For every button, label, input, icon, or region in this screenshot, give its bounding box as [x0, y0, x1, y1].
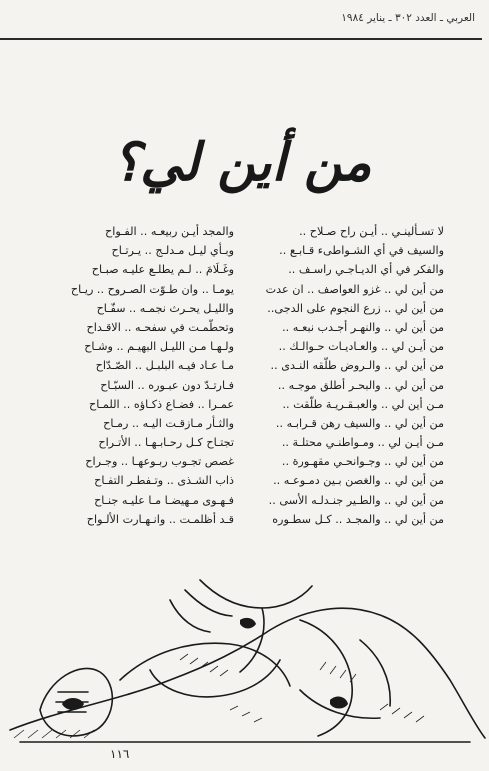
- verse-second-hemistich: والمجد أيـن ربيعـه .. الفـواح: [105, 225, 234, 238]
- header-divider: [0, 38, 482, 40]
- verse-first-hemistich: لا تسـألينـي .. أيـن راح صـلاح ..: [299, 225, 444, 238]
- verse-first-hemistich: مـن أين لي .. والعبـقـريـة طلّقت ..: [282, 397, 444, 411]
- verse-first-hemistich: من أين لي .. والطـير جنـدلـه الأسى ..: [268, 493, 444, 507]
- verse-first-hemistich: من أين لي .. غزو العواصف .. ان عدت: [265, 282, 444, 296]
- poem-verse: [46, 318, 444, 337]
- poem-body: [46, 222, 444, 529]
- verse-second-hemistich: والثـأر مـازقـت اليـه .. رمـاح: [103, 416, 234, 430]
- verse-first-hemistich: من أيـن لي .. والعـاديـات حـوالـك ..: [278, 340, 444, 354]
- poem-verse: [46, 414, 444, 433]
- poem-title: من أين لي؟: [112, 132, 372, 193]
- verse-first-hemistich: من أين لي .. والـروض طلّقه النـدى ..: [270, 359, 444, 373]
- poem-verse: [46, 510, 444, 529]
- poem-verse: [46, 337, 444, 356]
- verse-second-hemistich: وبـأي ليـل مـدلـج .. يـرتـاح: [111, 244, 234, 258]
- verse-first-hemistich: والفكر في أي الديـاجـي راسـف ..: [288, 263, 444, 277]
- verse-second-hemistich: وتحطّمـت في سفحـه .. الاقـداح: [86, 320, 234, 334]
- verse-second-hemistich: غصص تجـوب ربـوعهـا .. وجـراح: [85, 455, 234, 469]
- poem-verse: [46, 433, 444, 452]
- verse-first-hemistich: من أين لي .. والنهـر أجـدب نبعـه ..: [282, 320, 444, 334]
- verse-first-hemistich: من أين لي .. والمجـد .. كـل سطـوره: [272, 512, 444, 526]
- poem-verse: [46, 376, 444, 395]
- verse-second-hemistich: قـد أظلمـت .. وانـهـارت الألـواح: [86, 512, 234, 526]
- verse-first-hemistich: من أين لي .. زرع النجوم على الدجى..: [267, 301, 444, 315]
- poem-verse: [46, 471, 444, 490]
- poem-verse: [46, 299, 444, 318]
- verse-second-hemistich: ذاب الشـذى .. وتـفطـر التفـاح: [94, 474, 234, 488]
- verse-first-hemistich: مـن أيـن لي .. ومـواطنـي محتلـة ..: [281, 436, 444, 450]
- verse-second-hemistich: والليـل يحـرث نجمـه .. سفّـاح: [96, 301, 234, 315]
- verse-second-hemistich: يومـا .. وان طـوّت الصـروح .. ريـاح: [70, 282, 234, 296]
- poem-verse: [46, 241, 444, 260]
- verse-first-hemistich: والسيف في أي الشـواطىء قـابـع ..: [279, 244, 444, 258]
- poem-verse: [46, 222, 444, 241]
- verse-second-hemistich: عمـرا .. فضـاع ذكـاؤه .. اللمـاح: [89, 397, 234, 411]
- poem-verse: [46, 491, 444, 510]
- verse-second-hemistich: تجتـاح كـل رحـابـهـا .. الأتـراح: [98, 436, 234, 450]
- poem-verse: [46, 395, 444, 414]
- poem-verse: [46, 452, 444, 471]
- fallen-warrior-illustration: [0, 560, 489, 750]
- verse-first-hemistich: من أين لي .. والسيف رهن قـرابـه ..: [275, 416, 444, 430]
- verse-second-hemistich: فـهـوى مـهيضـا مـا عليـه جنـاح: [94, 493, 234, 507]
- poem-verse: [46, 356, 444, 375]
- poem-verse: [46, 260, 444, 279]
- running-title: العربي ـ العدد ٣٠٢ ـ يناير ١٩٨٤: [341, 12, 475, 24]
- verse-first-hemistich: من أين لي .. والغصن بـين دمـوعـه ..: [273, 474, 444, 488]
- verse-first-hemistich: من أين لي .. والبحـر أطلق موجـه ..: [277, 378, 444, 392]
- running-header: [18, 12, 475, 24]
- page-number: ١١٦: [110, 747, 130, 761]
- verse-second-hemistich: ولـهـا مـن الليـل البهيـم .. وشـاح: [84, 340, 234, 354]
- poem-verse: [46, 280, 444, 299]
- verse-second-hemistich: وغَـلَامَ .. لـم يطلـع عليـه صبـاح: [91, 263, 234, 277]
- verse-second-hemistich: مـا عـاد فيـه البلبـل .. الصّـدّاح: [95, 359, 234, 373]
- verse-second-hemistich: فـارتـدّ دون عبـوره .. السبّـاح: [100, 378, 234, 392]
- verse-first-hemistich: من أين لي .. وجـوانحـي مقهـورة ..: [281, 455, 444, 469]
